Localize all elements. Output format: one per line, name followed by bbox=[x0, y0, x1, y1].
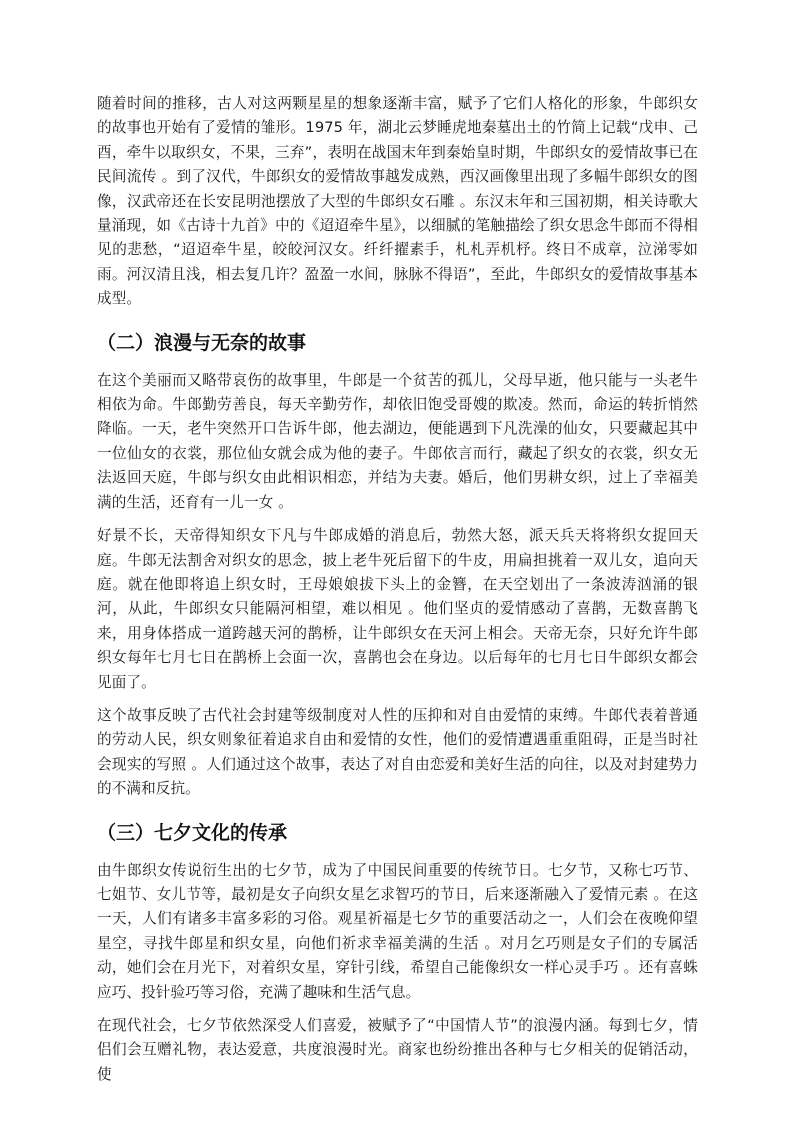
body-paragraph: 随着时间的推移，古人对这两颗星星的想象逐渐丰富，赋予了它们人格化的形象，牛郎织女的故事也开始有了爱情的雏形。1975 年，湖北云梦睡虎地秦墓出土的竹简上记载“戊申、己酉，牵牛以取织女，不果，三弃”，表明在战国末年到秦始皇时期，牛郎织女的爱情故事已在民间流传 。到了汉代，牛郎织女的爱情故事越发成熟，西汉画像里出现了多幅牛郎织女的图像，汉武帝还在长安昆明池摆放了大型的牛郎织女石雕 。东汉末年和三国初期，相关诗歌大量涌现，如《古诗十九首》中的《迢迢牵牛星》，以细腻的笔触描绘了织女思念牛郎而不得相见的悲愁，“迢迢牵牛星，皎皎河汉女。纤纤擢素手，札札弄机杼。终日不成章，泣涕零如雨。河汉清且浅，相去复几许？盈盈一水间，脉脉不得语”，至此，牛郎织女的爱情故事基本成型。 bbox=[97, 95, 698, 308]
body-paragraph: 这个故事反映了古代社会封建等级制度对人性的压抑和对自由爱情的束缚。牛郎代表着普通的劳动人民，织女则象征着追求自由和爱情的女性，他们的爱情遭遇重重阻碍，正是当时社会现实的写照 。人们通过这个故事，表达了对自由恋爱和美好生活的向往，以及对封建势力的不满和反抗。 bbox=[97, 706, 698, 798]
body-paragraph: 在现代社会，七夕节依然深受人们喜爱，被赋予了“中国情人节”的浪漫内涵。每到七夕，情侣们会互赠礼物，表达爱意，共度浪漫时光。商家也纷纷推出各种与七夕相关的促销活动，使 bbox=[97, 1017, 698, 1083]
section-heading: （三）七夕文化的传承 bbox=[97, 821, 288, 844]
body-paragraph: 由牛郎织女传说衍生出的七夕节，成为了中国民间重要的传统节日。七夕节，又称七巧节、七姐节、女儿节等，最初是女子向织女星乞求智巧的节日，后来逐渐融入了爱情元素 。在这一天，人们有诸多丰富多彩的习俗。观星祈福是七夕节的重要活动之一，人们会在夜晚仰望星空，寻找牛郎星和织女星，向他们祈求幸福美满的生活 。对月乞巧则是女子们的专属活动，她们会在月光下，对着织女星，穿针引线，希望自己能像织女一样心灵手巧 。还有喜蛛应巧、投针验巧等习俗，充满了趣味和生活气息。 bbox=[97, 861, 698, 1001]
body-paragraph: 好景不长，天帝得知织女下凡与牛郎成婚的消息后，勃然大怒，派天兵天将将织女捉回天庭。牛郎无法割舍对织女的思念，披上老牛死后留下的牛皮，用扁担挑着一双儿女，追向天庭。就在他即将追上织女时，王母娘娘拔下头上的金簪，在天空划出了一条波涛汹涌的银河，从此，牛郎织女只能隔河相望，难以相见 。他们坚贞的爱情感动了喜鹊，无数喜鹊飞来，用身体搭成一道跨越天河的鹊桥，让牛郎织女在天河上相会。天帝无奈，只好允许牛郎织女每年七月七日在鹊桥上会面一次，喜鹊也会在身边。以后每年的七月七日牛郎织女都会见面了。 bbox=[97, 527, 698, 691]
section-heading: （二）浪漫与无奈的故事 bbox=[97, 331, 307, 354]
body-paragraph: 在这个美丽而又略带哀伤的故事里，牛郎是一个贫苦的孤儿，父母早逝，他只能与一头老牛相依为命。牛郎勤劳善良，每天辛勤劳作，却依旧饱受哥嫂的欺凌。然而，命运的转折悄然降临。一天，老牛突然开口告诉牛郎，他去湖边，便能遇到下凡洗澡的仙女，只要藏起其中一位仙女的衣裳，那位仙女就会成为他的妻子。牛郎依言而行，藏起了织女的衣裳，织女无法返回天庭，牛郎与织女由此相识相恋，并结为夫妻。婚后，他们男耕女织，过上了幸福美满的生活，还育有一儿一女 。 bbox=[97, 371, 698, 511]
